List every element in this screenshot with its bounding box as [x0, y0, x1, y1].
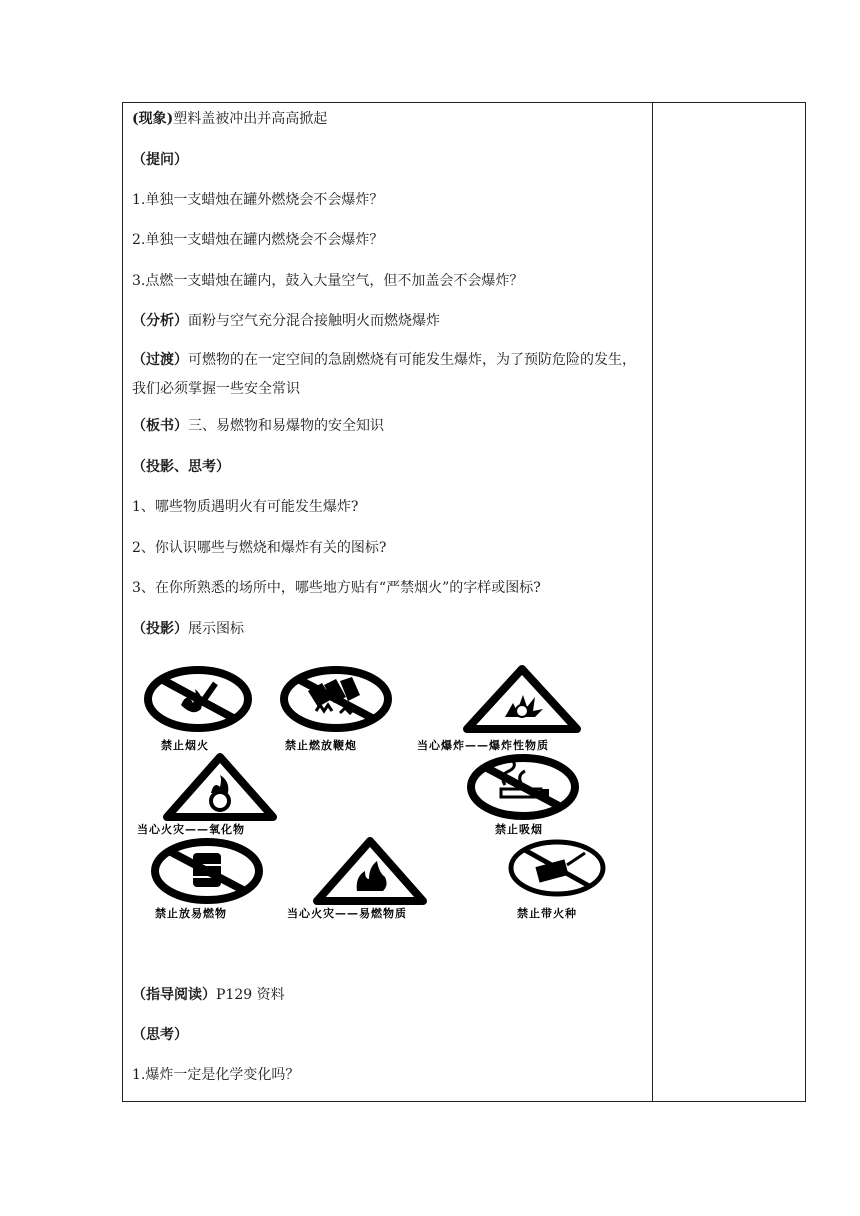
sign-caption-no-fire: 禁止烟火 [161, 739, 209, 752]
question-2: 2.单独一支蜡烛在罐内燃烧会不会爆炸？ [132, 232, 384, 248]
oxidizer-warning-icon [161, 753, 279, 821]
projection-line: （投影）展示图标 [132, 621, 244, 637]
think-question-1: 1、哪些物质遇明火有可能发生爆炸? [132, 499, 359, 515]
no-smoking-icon [465, 753, 581, 821]
think-final-question: 1.爆炸一定是化学变化吗？ [132, 1067, 300, 1083]
question-heading: （提问） [132, 152, 188, 168]
sign-caption-flammable: 当心火灾——易燃物质 [287, 907, 407, 920]
lesson-table [122, 102, 806, 1102]
no-kindling-icon [505, 837, 609, 899]
think-heading: （思考） [132, 1027, 188, 1043]
no-fire-icon [143, 665, 253, 733]
observation-line: (现象)塑料盖被冲出并高高掀起 [132, 111, 328, 127]
column-divider [652, 103, 653, 1101]
sign-caption-no-firecrackers: 禁止燃放鞭炮 [285, 739, 357, 752]
explosive-warning-icon [461, 665, 583, 733]
board-heading: （板书）三、易燃物和易爆物的安全知识 [132, 418, 384, 434]
transition-paragraph: （过渡）可燃物的在一定空间的急剧燃烧有可能发生爆炸，为了预防危险的发生，我们必须掌握一些安全常识 [132, 352, 636, 397]
safety-signs-figure [135, 661, 645, 921]
analysis-line: （分析）面粉与空气充分混合接触明火而燃烧爆炸 [132, 313, 440, 329]
think-question-2: 2、你认识哪些与燃烧和爆炸有关的图标? [132, 540, 387, 556]
sign-caption-explosive: 当心爆炸——爆炸性物质 [417, 739, 549, 752]
no-firecrackers-icon [278, 665, 394, 733]
sign-caption-no-flammables: 禁止放易燃物 [155, 907, 227, 920]
sign-caption-no-smoking: 禁止吸烟 [495, 823, 543, 836]
sign-caption-no-kindling: 禁止带火种 [517, 907, 577, 920]
no-flammables-icon [149, 837, 265, 905]
sign-caption-oxidizer: 当心火灾——氧化物 [137, 823, 245, 836]
guided-reading-line: （指导阅读）P129 资料 [132, 987, 285, 1003]
flammable-warning-icon [311, 837, 429, 905]
think-question-3: 3、在你所熟悉的场所中，哪些地方贴有“严禁烟火”的字样或图标? [132, 580, 541, 596]
question-3: 3.点燃一支蜡烛在罐内，鼓入大量空气，但不加盖会不会爆炸？ [132, 273, 524, 289]
projection-think-heading: （投影、思考） [132, 459, 230, 475]
question-1: 1.单独一支蜡烛在罐外燃烧会不会爆炸？ [132, 192, 384, 208]
